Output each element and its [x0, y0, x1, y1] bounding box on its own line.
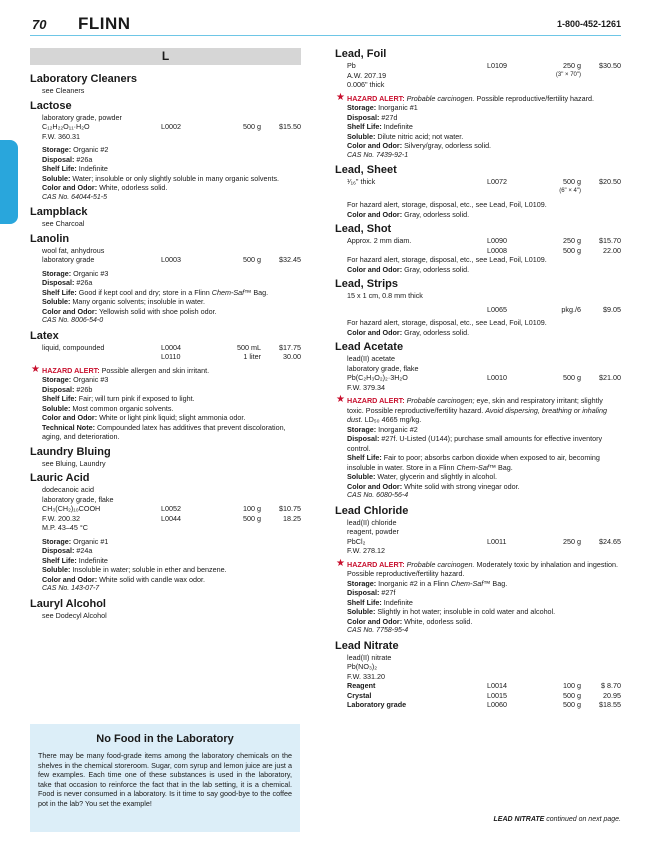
formula: Pb(C₂H₃O₂)₂·3H₂O: [347, 373, 408, 382]
reference-note: For hazard alert, storage, disposal, etc., see Lead, Foil, L0109.: [347, 255, 547, 264]
catalog-number: L0004: [161, 342, 181, 352]
product-row: [347, 177, 621, 187]
hazard-star-icon: ★: [31, 363, 40, 375]
left-column: [30, 48, 301, 624]
grade: liquid, compounded: [42, 342, 105, 352]
entry-lauryl-alcohol: [30, 598, 301, 621]
grade: laboratory grade: [42, 255, 95, 264]
solubility: Soluble: Slightly in hot water; insoluble in cold water and alcohol.: [347, 607, 556, 616]
disposal: Disposal: #26b: [42, 384, 93, 394]
product-row: [42, 504, 301, 514]
entry-title: Lauryl Alcohol: [30, 597, 106, 610]
size-note: (6" × 4"): [559, 187, 581, 194]
catalog-number: L0072: [487, 177, 507, 186]
price: 30.00: [283, 352, 301, 361]
hazard-alert: ★ HAZARD ALERT: Probable carcinogen; eye, skin and respiratory irritant; slightly toxic. Possible reproductive/fertility hazard. Avoid dispersing, breathing or inhaling dust. LD₅₀ 4665 mg/kg.: [336, 394, 607, 424]
grade: Laboratory grade: [347, 700, 407, 709]
entry-title: Lead, Strips: [335, 278, 398, 290]
synonym: lead(II) nitrate: [347, 652, 392, 662]
entry-title: Laundry Bluing: [30, 445, 111, 458]
price: $9.05: [603, 304, 621, 314]
product-row: [347, 373, 621, 383]
shelf-life: Shelf Life: Fair; will turn pink if exposed to light.: [42, 394, 195, 403]
entry-lanolin: [30, 233, 301, 326]
size: 500 g: [563, 690, 581, 700]
product-row: [347, 691, 621, 701]
price: 20.95: [603, 690, 621, 700]
size: 250 g: [563, 536, 581, 546]
disposal: Disposal: #26a: [42, 154, 93, 164]
size: 500 mL: [237, 342, 261, 352]
product-row: [347, 700, 621, 710]
product-row: [42, 343, 301, 353]
synonym: dodecanoic acid: [42, 485, 94, 494]
entry-title: Laboratory Cleaners: [30, 73, 137, 85]
entry-lead-strips: [335, 278, 621, 337]
color-odor: Color and Odor: Gray, odorless solid.: [347, 264, 470, 274]
color-odor: Color and Odor: Gray, odorless solid.: [347, 209, 470, 219]
cas-number: CAS No. 143-07-7: [42, 585, 100, 592]
size: 500 g: [243, 513, 261, 523]
shelf-life: Shelf Life: Indefinite: [42, 164, 108, 173]
product-row: [347, 71, 621, 81]
formula: PbCl₂: [347, 536, 366, 546]
see-reference: see Charcoal: [42, 219, 85, 228]
disposal: Disposal: #27d: [347, 112, 398, 122]
cas-number: CAS No. 7758-95-4: [347, 627, 409, 634]
solubility: Soluble: Water, glycerin and slightly in alcohol.: [347, 472, 497, 481]
formula-weight: F.W. 360.31: [42, 131, 80, 141]
disposal: Disposal: #27f: [347, 588, 396, 597]
storage: Storage: Organic #2: [42, 145, 109, 154]
entry-title: Lead Acetate: [335, 341, 404, 353]
solubility: Soluble: Insoluble in water; soluble in ether and benzene.: [42, 565, 227, 574]
entry-laundry-bluing: [30, 446, 301, 469]
entry-title: Lampblack: [30, 206, 88, 218]
size: 500 g: [243, 255, 261, 264]
entry-title: Latex: [30, 329, 59, 342]
catalog-number: L0015: [487, 690, 507, 700]
thickness: 0.006" thick: [347, 80, 385, 89]
entry-title: Lead Nitrate: [335, 639, 399, 652]
entry-lead-shot: [335, 223, 621, 274]
catalog-number: L0110: [161, 352, 181, 361]
hazard-star-icon: ★: [336, 91, 345, 103]
price: $ 8.70: [601, 681, 621, 690]
thickness: ¹⁄₁₆" thick: [347, 177, 376, 186]
entry-lead-chloride: [335, 505, 621, 636]
entry-title: Lead, Foil: [335, 48, 387, 60]
formula: Pb: [347, 61, 356, 70]
solubility: Soluble: Water; insoluble or only slightly soluble in many organic solvents.: [42, 173, 280, 183]
see-reference: see Dodecyl Alcohol: [42, 610, 107, 620]
size: 500 g: [563, 245, 581, 255]
catalog-number: L0003: [161, 255, 181, 264]
hazard-alert: ★ HAZARD ALERT: Probable carcinogen. Possible reproductive/fertility hazard.: [336, 91, 595, 103]
disposal: Disposal: #26a: [42, 278, 93, 287]
hazard-alert: ★ HAZARD ALERT: Possible allergen and skin irritant.: [31, 363, 210, 375]
price: $32.45: [279, 255, 301, 264]
product-row: [42, 122, 301, 132]
reference-note: For hazard alert, storage, disposal, etc., see Lead, Foil, L0109.: [347, 318, 547, 327]
technical-note: Technical Note: Compounded latex has additives that prevent discoloration, aging, and deterioration.: [42, 422, 286, 441]
product-row: [42, 514, 301, 524]
catalog-number: L0014: [487, 681, 507, 690]
price: $15.50: [279, 122, 301, 131]
reference-note: For hazard alert, storage, disposal, etc., see Lead, Foil, L0109.: [347, 200, 547, 209]
entry-title: Lead, Shot: [335, 223, 392, 235]
entry-lead-nitrate: [335, 640, 621, 710]
entry-lead-acetate: [335, 341, 621, 501]
size: 500 g: [243, 122, 261, 131]
formula-weight: F.W. 200.32: [42, 513, 80, 523]
color-odor: Color and Odor: Yellowish solid with shoe polish odor.: [42, 306, 217, 316]
continued-note: LEAD NITRATE continued on next page.: [493, 816, 621, 823]
entry-lauric-acid: [30, 472, 301, 594]
size: pkg./6: [561, 304, 581, 314]
product-row: [347, 246, 621, 256]
callout-body: There may be many food-grade items among the laboratory chemicals on the shelves in the chemical storeroom. Sugar, corn syrup and lemon juice are just a few examples. Each time one of these substances is used in the laboratory, take that occasion to reinforce the fact that in the lab setting, it is a chemical. Food is never consumed in a laboratory. Is it time to say good-bye to the coffee pot in the lab? You set the example!: [38, 751, 292, 808]
entry-title: Lead, Sheet: [335, 164, 397, 176]
header-rule: [30, 35, 621, 36]
color-odor: Color and Odor: White solid with candle wax odor.: [42, 574, 205, 584]
color-odor: Color and Odor: White or light pink liquid; slight ammonia odor.: [42, 413, 246, 422]
catalog-number: L0044: [161, 513, 181, 523]
catalog-number: L0010: [487, 373, 507, 382]
shelf-life: Shelf Life: Fair to poor; absorbs carbon dioxide when exposed to air, becoming insoluble in water. Store in a Flinn Chem-Saf™ Bag.: [347, 453, 600, 472]
price: 18.25: [283, 513, 301, 523]
price: $30.50: [599, 61, 621, 70]
formula: C₁₂H₂₂O₁₁·H₂O: [42, 122, 90, 131]
shelf-life: Shelf Life: Indefinite: [42, 555, 108, 565]
size: 250 g: [563, 236, 581, 245]
color-odor: Color and Odor: White, odorless solid.: [347, 616, 473, 626]
no-food-callout: [30, 724, 300, 832]
entry-title: Lead Chloride: [335, 504, 409, 517]
disposal: Disposal: #24a: [42, 546, 93, 555]
phone-number: 1-800-452-1261: [556, 19, 621, 29]
synonym: lead(II) chloride: [347, 517, 397, 527]
catalog-number: L0052: [161, 504, 181, 513]
product-row: [347, 537, 621, 547]
side-tab-marker: [0, 140, 18, 224]
catalog-number: L0008: [487, 245, 507, 255]
product-row: [347, 681, 621, 691]
synonym: wool fat, anhydrous: [42, 245, 105, 255]
size-note: (3" × 70"): [555, 71, 581, 78]
storage: Storage: Organic #3: [42, 268, 109, 278]
entry-laboratory-cleaners: [30, 73, 301, 96]
price: $21.00: [599, 373, 621, 382]
entry-lead-foil: [335, 48, 621, 160]
product-row: [347, 61, 621, 71]
cas-number: CAS No. 8006-54-0: [42, 317, 104, 324]
hazard-star-icon: ★: [336, 394, 345, 405]
hazard-alert: ★ HAZARD ALERT: Probable carcinogen. Moderately toxic by inhalation and ingestion. Possible reproductive/fertility hazard.: [336, 557, 619, 578]
formula-weight: F.W. 278.12: [347, 546, 385, 555]
catalog-number: L0109: [487, 61, 507, 70]
grade: Reagent: [347, 681, 376, 690]
product-row: [347, 305, 621, 315]
formula: Pb(NO₃)₂: [347, 662, 378, 671]
entry-latex: [30, 330, 301, 442]
price: $10.75: [279, 504, 301, 513]
storage: Storage: Organic #1: [42, 536, 109, 546]
description: 15 x 1 cm, 0.8 mm thick: [347, 291, 423, 300]
disposal: Disposal: #27f. U-Listed (U144); purchase small amounts for effective inventory control.: [347, 434, 603, 453]
see-reference: see Cleaners: [42, 86, 85, 95]
size: 500 g: [563, 373, 581, 382]
grade: laboratory grade, powder: [42, 112, 122, 122]
size: 100 g: [243, 504, 261, 513]
formula-weight: F.W. 331.20: [347, 671, 385, 681]
product-row: [42, 352, 301, 362]
product-row: [347, 236, 621, 246]
size: 250 g: [563, 61, 581, 70]
shelf-life: Shelf Life: Good if kept cool and dry; store in a Flinn Chem-Saf™ Bag.: [42, 287, 269, 297]
formula: CH₃(CH₂)₁₀COOH: [42, 504, 101, 513]
formula-weight: F.W. 379.34: [347, 382, 385, 392]
storage: Storage: Inorganic #2 in a Flinn Chem-Saf™ Bag.: [347, 578, 508, 588]
hazard-star-icon: ★: [336, 557, 345, 569]
size: 1 liter: [243, 352, 261, 361]
price: $15.70: [599, 236, 621, 245]
right-column: [335, 48, 621, 714]
grade: laboratory grade, flake: [42, 494, 114, 504]
color-odor: Color and Odor: White, odorless solid.: [42, 183, 168, 192]
grade: laboratory grade, flake: [347, 363, 419, 373]
cas-number: CAS No. 6080-56-4: [347, 492, 409, 499]
color-odor: Color and Odor: Silvery/gray, odorless solid.: [347, 141, 492, 150]
size: 100 g: [563, 681, 581, 690]
catalog-number: L0090: [487, 236, 507, 245]
product-row: [42, 255, 301, 265]
solubility: Soluble: Many organic solvents; insoluble in water.: [42, 297, 205, 306]
storage: Storage: Inorganic #2: [347, 424, 418, 434]
entry-lactose: [30, 100, 301, 203]
description: Approx. 2 mm diam.: [347, 236, 412, 245]
catalog-number: L0011: [487, 536, 507, 546]
cas-number: CAS No. 7439-92-1: [347, 151, 409, 159]
grade: Crystal: [347, 690, 372, 700]
entry-lampblack: [30, 206, 301, 229]
callout-title: No Food in the Laboratory: [96, 733, 234, 745]
grade: reagent, powder: [347, 527, 399, 536]
price: $17.75: [279, 342, 301, 352]
size: 500 g: [563, 700, 581, 709]
brand-logo: FLINN: [78, 14, 131, 33]
synonym: lead(II) acetate: [347, 354, 395, 363]
catalog-number: L0065: [487, 304, 507, 314]
solubility: Soluble: Dilute nitric acid; not water.: [347, 131, 464, 141]
price: 22.00: [603, 245, 621, 255]
shelf-life: Shelf Life: Indefinite: [347, 122, 413, 131]
melting-point: M.P. 43–45 °C: [42, 523, 88, 532]
see-reference: see Bluing, Laundry: [42, 458, 106, 468]
solubility: Soluble: Most common organic solvents.: [42, 403, 174, 413]
page-number: 70: [32, 17, 47, 32]
entry-title: Lactose: [30, 99, 72, 112]
cas-number: CAS No. 64044-51-5: [42, 193, 107, 201]
color-odor: Color and Odor: Gray, odorless solid.: [347, 327, 470, 337]
storage: Storage: Inorganic #1: [347, 103, 418, 112]
size: 500 g: [563, 177, 581, 186]
storage: Storage: Organic #3: [42, 375, 109, 384]
color-odor: Color and Odor: White solid with strong vinegar odor.: [347, 481, 520, 491]
atomic-weight: A.W. 207.19: [347, 70, 387, 80]
shelf-life: Shelf Life: Indefinite: [347, 597, 413, 607]
entry-title: Lanolin: [30, 232, 70, 245]
price: $18.55: [599, 700, 621, 709]
catalog-number: L0002: [161, 122, 181, 131]
entry-lead-sheet: [335, 164, 621, 219]
catalog-number: L0060: [487, 700, 507, 709]
section-letter: L: [30, 48, 301, 65]
price: $20.50: [599, 177, 621, 186]
product-row: [347, 187, 621, 197]
price: $24.65: [599, 536, 621, 546]
entry-title: Lauric Acid: [30, 472, 90, 484]
